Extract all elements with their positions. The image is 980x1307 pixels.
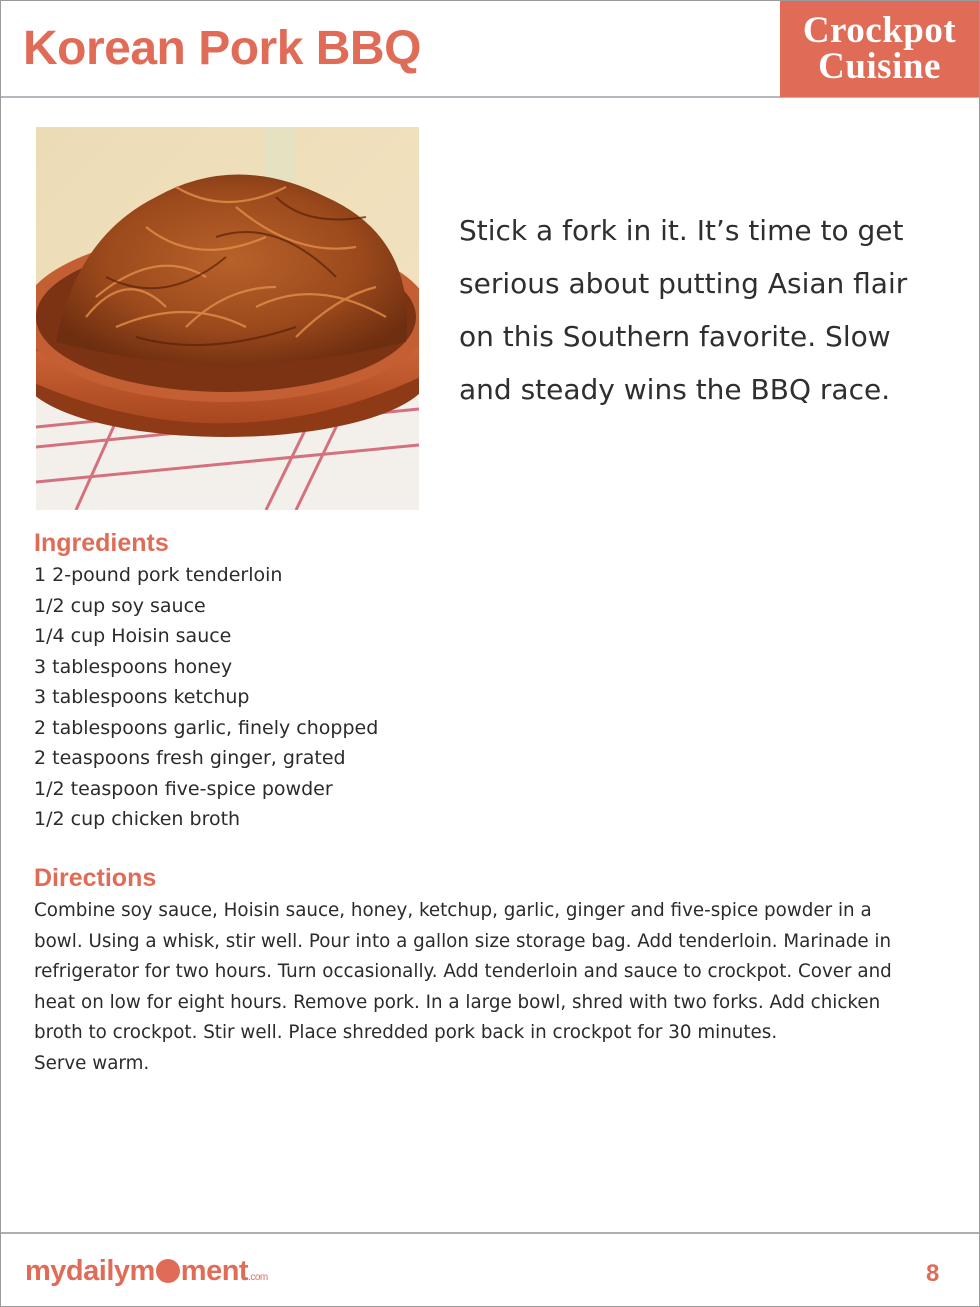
directions-line: refrigerator for two hours. Turn occasionally. Add tenderloin and sauce to crockpot. Cover and xyxy=(34,961,892,982)
intro-line: serious about putting Asian flair xyxy=(459,267,908,300)
intro-line: Stick a fork in it. It’s time to get xyxy=(459,214,904,247)
series-badge-line1: Crockpot xyxy=(802,10,957,51)
ingredient-item: 2 teaspoons fresh ginger, grated xyxy=(34,747,346,769)
ingredients-heading: Ingredients xyxy=(34,529,169,557)
logo-text-end: ment xyxy=(180,1255,249,1287)
directions-line: Combine soy sauce, Hoisin sauce, honey, ketchup, garlic, ginger and five-spice powder in a xyxy=(34,900,872,921)
ingredient-item: 1/4 cup Hoisin sauce xyxy=(34,625,232,647)
logo-suffix: .com xyxy=(248,1272,268,1283)
site-logo[interactable] xyxy=(25,1253,268,1296)
footer-divider xyxy=(1,1232,979,1234)
directions-line: heat on low for eight hours. Remove pork. In a large bowl, shred with two forks. Add chicken xyxy=(34,991,881,1013)
directions-heading: Directions xyxy=(34,864,157,892)
ingredients-list xyxy=(34,560,378,835)
recipe-photo xyxy=(36,127,419,510)
ingredient-item: 3 tablespoons honey xyxy=(34,655,233,678)
intro-line: and steady wins the BBQ race. xyxy=(459,373,891,406)
recipe-intro xyxy=(459,204,949,416)
recipe-title: Korean Pork BBQ xyxy=(23,22,421,75)
ingredient-item: 1/2 cup chicken broth xyxy=(34,808,241,830)
directions-text xyxy=(34,896,954,1079)
ingredient-item: 1 2-pound pork tenderloin xyxy=(34,564,283,586)
ingredient-item: 2 tablespoons garlic, finely chopped xyxy=(34,716,379,739)
directions-line: broth to crockpot. Stir well. Place shredded pork back in crockpot for 30 minutes. xyxy=(34,1022,778,1043)
logo-text-start: mydailym xyxy=(25,1255,155,1287)
logo-dot-icon xyxy=(156,1259,180,1283)
intro-line: on this Southern favorite. Slow xyxy=(459,320,891,353)
page-number: 8 xyxy=(926,1260,940,1287)
ingredient-item: 1/2 cup soy sauce xyxy=(34,594,206,617)
series-badge-line2: Cuisine xyxy=(818,46,941,87)
page-header xyxy=(1,1,979,98)
directions-line: bowl. Using a whisk, stir well. Pour into a gallon size storage bag. Add tenderloin. Marinade in xyxy=(34,930,892,952)
directions-line: Serve warm. xyxy=(34,1052,150,1074)
ingredient-item: 1/2 teaspoon five-spice powder xyxy=(34,777,333,800)
series-badge xyxy=(780,1,979,97)
ingredient-item: 3 tablespoons ketchup xyxy=(34,686,250,708)
